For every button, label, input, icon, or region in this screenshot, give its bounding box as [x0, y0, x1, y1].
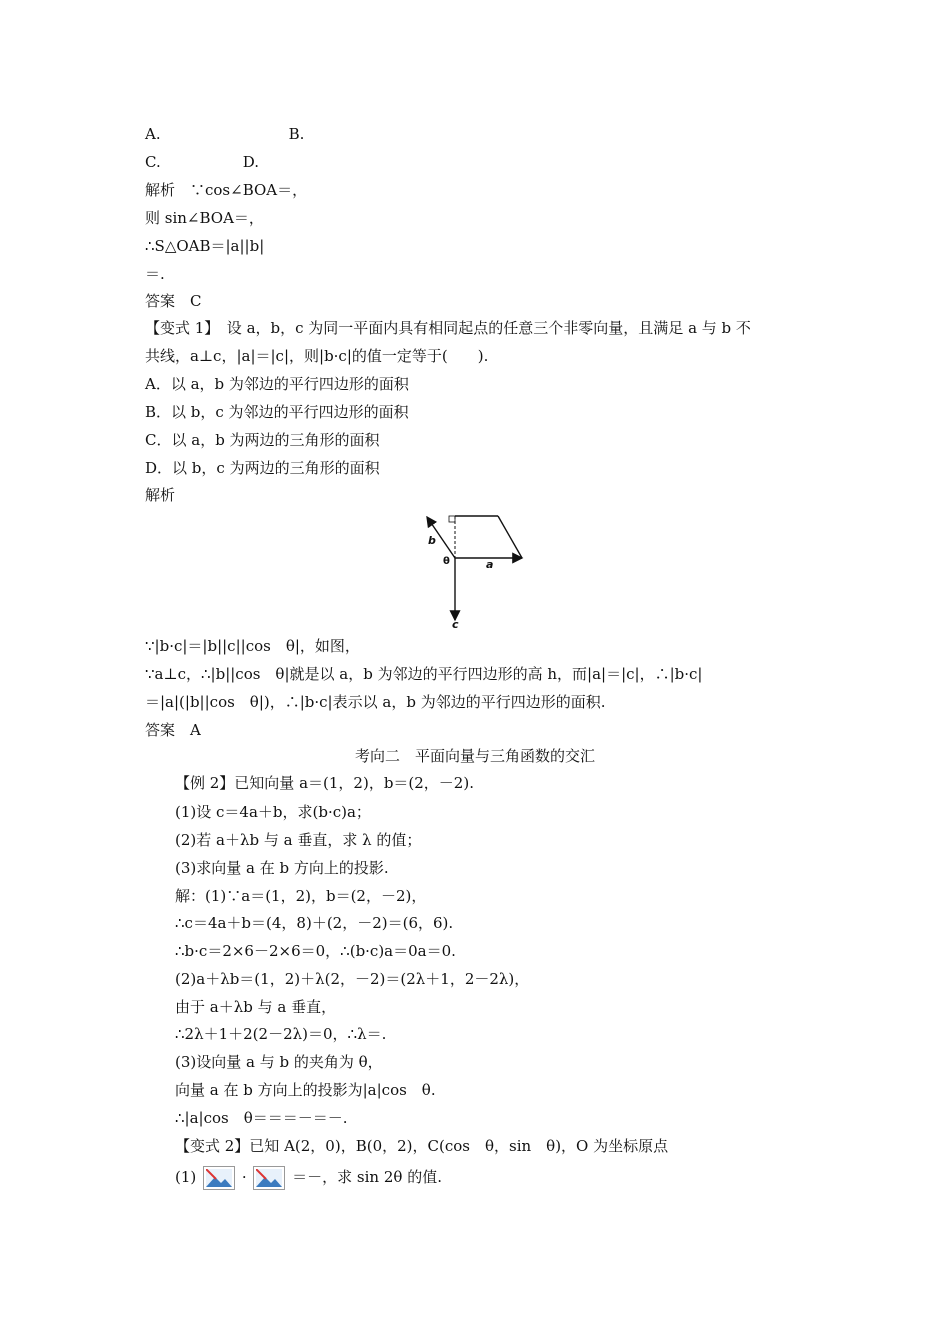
option-a-line — [145, 124, 304, 144]
section-heading: 考向二 平面向量与三角函数的交汇 — [354, 747, 595, 765]
solution-line-9: ∴|a|cos θ＝＝＝－＝－. — [175, 1109, 348, 1127]
option-c: C. — [145, 153, 161, 171]
option-d: D. — [242, 153, 259, 171]
solution-line-1: 解：(1)∵a＝(1，2)，b＝(2，－2)， — [175, 887, 427, 905]
example-2-part-1: (1)设 c＝4a＋b，求(b·c)a； — [175, 803, 371, 821]
variant-2-line-1: 【变式 2】已知 A(2，0)，B(0，2)，C(cos θ，sin θ)，O 为坐标原点 — [175, 1137, 669, 1155]
label-b: b — [428, 534, 436, 547]
variant-1-option-a: A．以 a，b 为邻边的平行四边形的面积 — [145, 375, 409, 393]
answer-1: 答案 C — [145, 292, 202, 310]
analysis-line-2: 则 sin∠BOA＝， — [145, 209, 264, 227]
right-angle-mark — [449, 516, 455, 522]
solution-line-3: ∴b·c＝2×6－2×6＝0，∴(b·c)a＝0a＝0. — [175, 942, 456, 960]
solution-line-7: (3)设向量 a 与 b 的夹角为 θ， — [175, 1053, 383, 1071]
variant-1-line-2: 共线，a⊥c，|a|＝|c|，则|b·c|的值一定等于( ). — [145, 347, 489, 365]
vector-parallelogram-figure — [410, 508, 530, 628]
analysis-line-6: ∵a⊥c，∴|b||cos θ|就是以 a，b 为邻边的平行四边形的高 h，而|a|＝|c|，∴|b·c| — [145, 665, 703, 683]
dot-operator: · — [241, 1168, 247, 1186]
analysis-line-3: ∴S△OAB＝|a||b| — [145, 237, 265, 255]
part-number: (1) — [175, 1168, 197, 1186]
solution-line-8: 向量 a 在 b 方向上的投影为|a|cos θ. — [175, 1081, 436, 1099]
variant-1-option-b: B．以 b，c 为邻边的平行四边形的面积 — [145, 403, 409, 421]
variant-2-part-1 — [175, 1166, 442, 1190]
solution-line-5: 由于 a＋λb 与 a 垂直， — [175, 998, 337, 1016]
broken-image-icon — [253, 1166, 285, 1190]
solution-line-4: (2)a＋λb＝(1，2)＋λ(2，－2)＝(2λ＋1，2－2λ)， — [175, 970, 530, 988]
analysis-line-1: 解析 ∵cos∠BOA＝， — [145, 181, 308, 199]
label-theta: θ — [443, 556, 450, 567]
example-2-line-1: 【例 2】已知向量 a＝(1，2)，b＝(2，－2). — [175, 774, 474, 792]
analysis-line-4: ＝. — [145, 265, 165, 283]
example-2-part-3: (3)求向量 a 在 b 方向上的投影. — [175, 859, 389, 877]
parallelogram-right — [498, 516, 522, 558]
label-c: c — [452, 618, 459, 628]
answer-2: 答案 A — [145, 721, 201, 739]
variant-1-option-c: C．以 a，b 为两边的三角形的面积 — [145, 431, 380, 449]
label-a: a — [486, 558, 494, 571]
analysis-line-5: ∵|b·c|＝|b||c||cos θ|，如图， — [145, 637, 360, 655]
variant-1-option-d: D．以 b，c 为两边的三角形的面积 — [145, 459, 380, 477]
option-b: B. — [288, 125, 305, 143]
solution-line-2: ∴c＝4a＋b＝(4，8)＋(2，－2)＝(6，6). — [175, 914, 454, 932]
analysis-heading: 解析 — [145, 486, 176, 504]
broken-image-icon — [203, 1166, 235, 1190]
solution-line-6: ∴2λ＋1＋2(2－2λ)＝0，∴λ＝. — [175, 1025, 387, 1043]
option-c-line — [145, 152, 259, 172]
part-1-text: ＝－，求 sin 2θ 的值. — [292, 1168, 442, 1186]
variant-1-line-1: 【变式 1】 设 a，b，c 为同一平面内具有相同起点的任意三个非零向量，且满足 a 与 b 不 — [145, 319, 751, 337]
example-2-part-2: (2)若 a＋λb 与 a 垂直，求 λ 的值； — [175, 831, 422, 849]
analysis-line-7: ＝|a|(|b||cos θ|)，∴|b·c|表示以 a，b 为邻边的平行四边形的面积. — [145, 693, 606, 711]
option-a: A. — [145, 125, 161, 143]
